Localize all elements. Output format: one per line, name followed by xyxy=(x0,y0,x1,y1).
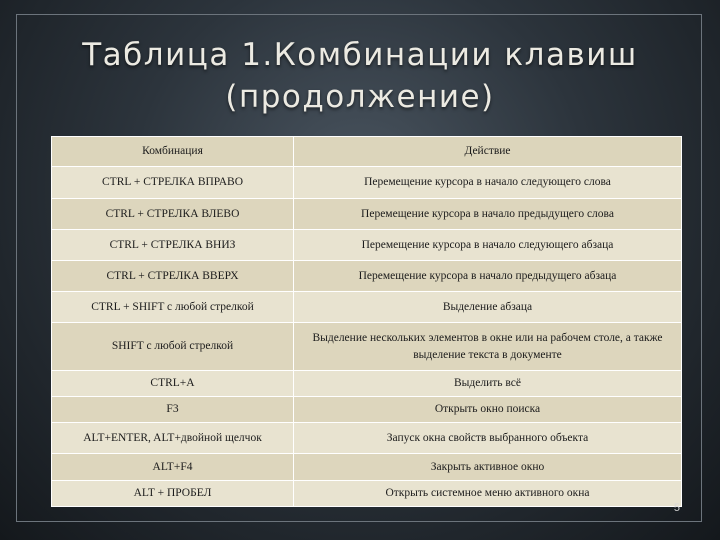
table-row xyxy=(52,323,682,371)
action-cell: Перемещение курсора в начало предыдущего слова xyxy=(294,199,682,230)
combination-cell: ALT + ПРОБЕЛ xyxy=(52,481,294,507)
slide-title: Таблица 1.Комбинации клавиш (продолжение) xyxy=(82,37,638,115)
action-cell: Перемещение курсора в начало следующего слова xyxy=(294,167,682,199)
shortcuts-table xyxy=(51,136,682,507)
table-row xyxy=(52,261,682,292)
table-row xyxy=(52,481,682,507)
table-row xyxy=(52,397,682,423)
action-cell: Выделить всё xyxy=(294,371,682,397)
combination-cell: SHIFT с любой стрелкой xyxy=(52,323,294,371)
action-cell: Выделение абзаца xyxy=(294,292,682,323)
table-row xyxy=(52,230,682,261)
combination-cell: CTRL + СТРЕЛКА ВПРАВО xyxy=(52,167,294,199)
action-cell: Открыть системное меню активного окна xyxy=(294,481,682,507)
combination-cell: CTRL + SHIFT с любой стрелкой xyxy=(52,292,294,323)
combination-cell: ALT+ENTER, ALT+двойной щелчок xyxy=(52,423,294,454)
table-row xyxy=(52,292,682,323)
header-combination: Комбинация xyxy=(52,137,294,167)
table-row xyxy=(52,423,682,454)
combination-cell: F3 xyxy=(52,397,294,423)
action-cell: Закрыть активное окно xyxy=(294,454,682,481)
combination-cell: CTRL + СТРЕЛКА ВЛЕВО xyxy=(52,199,294,230)
page-number: 5 xyxy=(673,502,680,514)
table-header-row xyxy=(52,137,682,167)
table-row xyxy=(52,167,682,199)
table-row xyxy=(52,199,682,230)
combination-cell: CTRL + СТРЕЛКА ВНИЗ xyxy=(52,230,294,261)
table-row xyxy=(52,371,682,397)
combination-cell: CTRL+A xyxy=(52,371,294,397)
combination-cell: CTRL + СТРЕЛКА ВВЕРХ xyxy=(52,261,294,292)
action-cell: Перемещение курсора в начало предыдущего абзаца xyxy=(294,261,682,292)
table-row xyxy=(52,454,682,481)
action-cell: Перемещение курсора в начало следующего абзаца xyxy=(294,230,682,261)
action-cell: Открыть окно поиска xyxy=(294,397,682,423)
header-action: Действие xyxy=(294,137,682,167)
action-cell: Запуск окна свойств выбранного объекта xyxy=(294,423,682,454)
combination-cell: ALT+F4 xyxy=(52,454,294,481)
action-cell: Выделение нескольких элементов в окне или на рабочем столе, а также выделение текста в документе xyxy=(294,323,682,371)
